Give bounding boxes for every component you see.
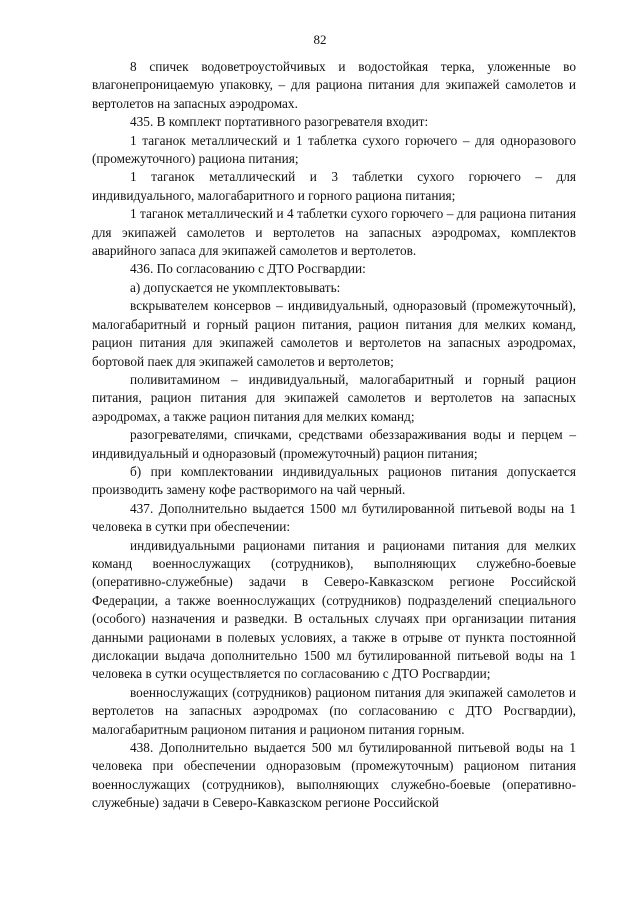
- paragraph: 438. Дополнительно выдается 500 мл бутилированной питьевой воды на 1 человека при обеспечении одноразовым (промежуточным) рационом питания военнослужащих (сотрудников), выполняющих служебно-боевые (оперативно-служебные) задачи в Северо-Кавказском регионе Российской: [92, 740, 576, 811]
- paragraph: 8 спичек водоветроустойчивых и водостойкая терка, уложенные во влагонепроницаемую упаковку, – для рациона питания для экипажей самолетов и вертолетов на запасных аэродромах.: [92, 59, 576, 111]
- paragraph: 1 таганок металлический и 4 таблетки сухого горючего – для рациона питания для экипажей самолетов и вертолетов на запасных аэродромах, комплектов аварийного запаса для экипажей самолетов и вертолетов.: [92, 206, 576, 259]
- paragraph: а) допускается не укомплектовывать:: [130, 279, 341, 295]
- paragraph: разогревателями, спичками, средствами обеззараживания воды и перцем – индивидуальный и одноразовый (промежуточный) рацион питания;: [92, 427, 576, 461]
- page-number: 82: [313, 32, 327, 47]
- paragraph: поливитамином – индивидуальный, малогабаритный и горный рацион питания, рацион питания для экипажей самолетов и вертолетов на запасных аэродромах, а также рацион питания для мелких команд;: [92, 371, 576, 424]
- paragraph: индивидуальными рационами питания и рационами питания для мелких команд военнослужащих (сотрудников), выполняющих служебно-боевые (оперативно-служебные) задачи в Северо-Кавказском регионе Российской Федерации, а также военнослужащих (сотрудников) подразделений специального (особого) назначения и разведки. В остальных случаях при организации питания данными рационами в полевых условиях, а также в отрыве от пункта постоянной дислокации выдача дополнительно 1500 мл бутилированной питьевой воды на 1 человека в сутки осуществляется по согласованию с ДТО Росгвардии;: [92, 537, 576, 682]
- paragraph: 437. Дополнительно выдается 1500 мл бутилированной питьевой воды на 1 человека в сутки при обеспечении:: [92, 500, 576, 535]
- paragraph: 436. По согласованию с ДТО Росгвардии:: [130, 261, 366, 277]
- document-body: [92, 58, 576, 813]
- paragraph: вскрывателем консервов – индивидуальный, одноразовый (промежуточный), малогабаритный и горный рацион питания, рацион питания для мелких команд, рацион питания для экипажей самолетов и вертолетов на запасных аэродромах, бортовой паек для экипажей самолетов и вертолетов;: [92, 298, 576, 369]
- paragraph: 1 таганок металлический и 1 таблетка сухого горючего – для одноразового (промежуточного) рациона питания;: [92, 132, 576, 167]
- paragraph: военнослужащих (сотрудников) рационом питания для экипажей самолетов и вертолетов на запасных аэродромах (по согласованию с ДТО Росгвардии), малогабаритным рационом питания и рационом питания горным.: [92, 684, 576, 737]
- paragraph: б) при комплектовании индивидуальных рационов питания допускается производить замену кофе растворимого на чай черный.: [92, 463, 576, 498]
- paragraph: 435. В комплект портативного разогревателя входит:: [130, 114, 429, 130]
- paragraph: 1 таганок металлический и 3 таблетки сухого горючего – для индивидуального, малогабаритного и горного рациона питания;: [92, 169, 576, 203]
